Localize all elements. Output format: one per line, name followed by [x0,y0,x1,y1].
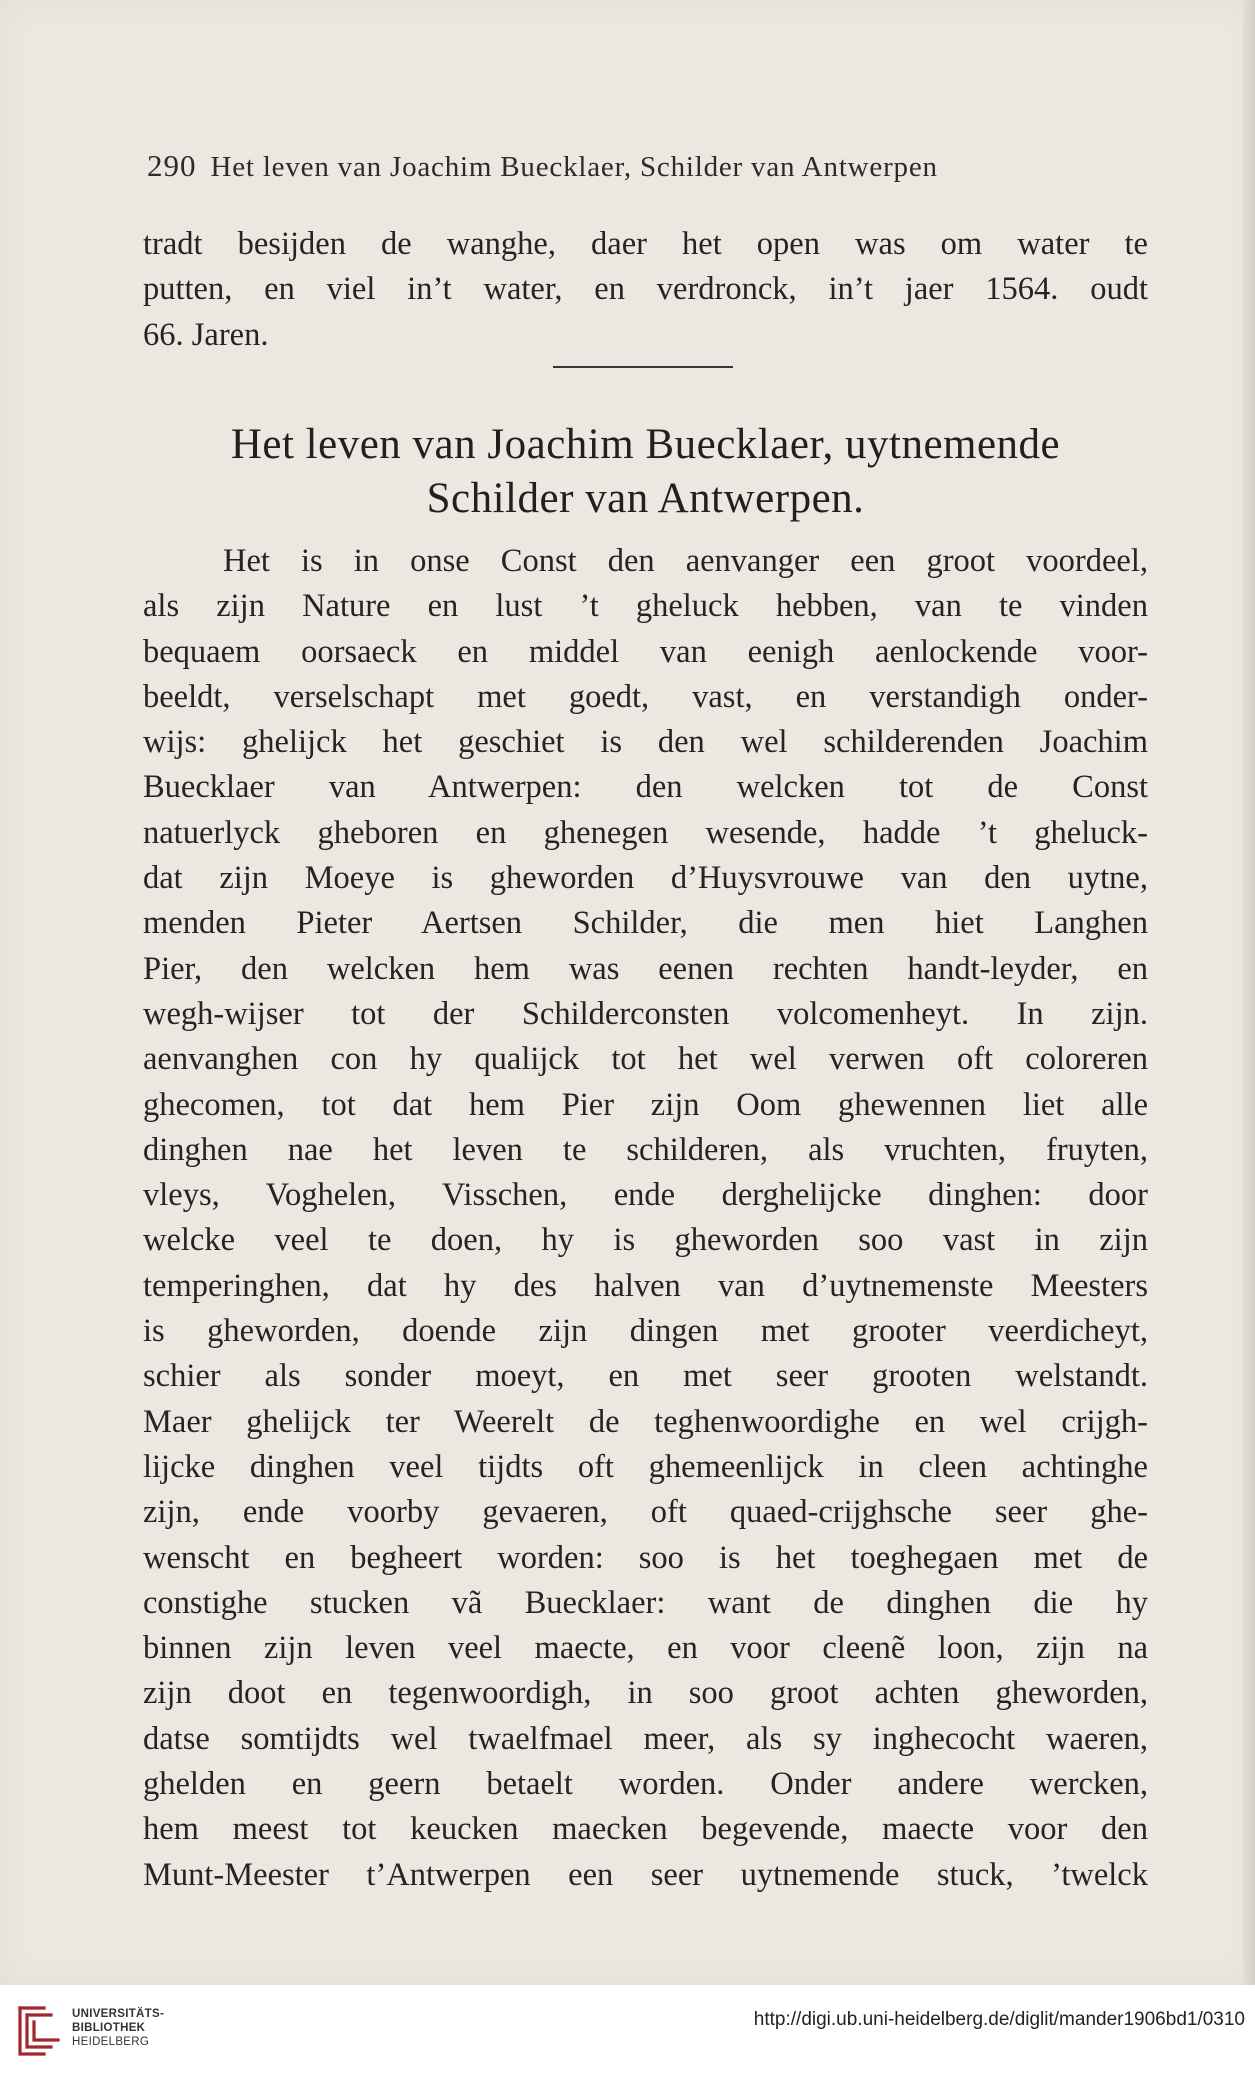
text-line: wijs: ghelijck het geschiet is den wel schilderenden Joachim [143,724,1148,761]
library-name[interactable] [72,2007,164,2049]
text-line: ghecomen, tot dat hem Pier zijn Oom ghewennen liet alle [143,1086,1148,1123]
text-line: Munt-Meester t’Antwerpen een seer uytnemende stuck, ’twelck [143,1856,1148,1893]
library-name-line: UNIVERSITÄTS- [72,2008,165,2020]
text-line: putten, en viel in’t water, en verdronck, in’t jaer 1564. oudt [143,271,1148,308]
text-line: menden Pieter Aertsen Schilder, die men hiet Langhen [143,905,1148,942]
chapter-title-line: Schilder van Antwerpen. [426,475,865,522]
text-line: vleys, Voghelen, Visschen, ende derghelijcke dinghen: door [143,1177,1148,1214]
text-line: dinghen nae het leven te schilderen, als vruchten, fruyten, [143,1131,1148,1168]
text-line: wegh-wijser tot der Schilderconsten volcomenheyt. In zijn. [143,995,1148,1032]
text-line: Maer ghelijck ter Weerelt de teghenwoordighe en wel crijgh- [143,1403,1148,1440]
running-head-title: Het leven van Joachim Buecklaer, Schilder van Antwerpen [210,151,938,183]
text-line: hem meest tot keucken maecken begevende, maecte voor den [143,1811,1148,1848]
text-line: Het is in onse Const den aenvanger een groot voordeel, [223,543,1148,579]
page-edge-shadow [1243,0,1255,1985]
text-line: beeldt, verselschapt met goedt, vast, en verstandigh onder- [143,678,1148,715]
chapter-title [143,418,1148,526]
text-line: binnen zijn leven veel maecte, en voor cleenẽ loon, zijn na [143,1630,1148,1667]
text-line: wenscht en begheert worden: soo is het toeghegaen met de [143,1539,1148,1576]
text-line: bequaem oorsaeck en middel van eenigh aenlockende voor- [143,633,1148,670]
logo-stroke [27,2015,51,2047]
text-line: aenvanghen con hy qualijck tot het wel verwen oft coloreren [143,1041,1148,1078]
text-line: natuerlyck gheboren en ghenegen wesende, hadde ’t gheluck- [143,814,1148,851]
text-line: dat zijn Moeye is gheworden d’Huysvrouwe van den uytne, [143,860,1148,897]
text-line: Buecklaer van Antwerpen: den welcken tot de Const [143,769,1148,806]
previous-paragraph-end [143,222,1148,358]
main-paragraph [143,539,1148,1898]
text-line: is gheworden, doende zijn dingen met grooter veerdicheyt, [143,1313,1148,1350]
section-separator-rule [553,366,733,368]
text-line: zijn, ende voorby gevaeren, oft quaed-crijghsche seer ghe- [143,1494,1148,1531]
text-line: als zijn Nature en lust ’t gheluck hebben, van te vinden [143,588,1148,625]
text-line: Pier, den welcken hem was eenen rechten handt-leyder, en [143,950,1148,987]
page-number: 290 [147,148,197,183]
text-line: ghelden en geern betaelt worden. Onder andere wercken, [143,1766,1148,1803]
ub-heidelberg-logo-icon[interactable] [14,2000,64,2062]
text-line: welcke veel te doen, hy is gheworden soo vast in zijn [143,1222,1148,1259]
text-line: zijn doot en tegenwoordigh, in soo groot achten gheworden, [143,1675,1148,1712]
source-url-link[interactable]: http://digi.ub.uni-heidelberg.de/diglit/mander1906bd1/0310 [753,2009,1245,2030]
library-name-line: HEIDELBERG [72,2036,150,2048]
text-line: temperinghen, dat hy des halven van d’uytnemenste Meesters [143,1267,1148,1304]
running-head [147,148,1095,184]
text-line: lijcke dinghen veel tijdts oft ghemeenlijck in cleen achtinghe [143,1448,1148,1485]
text-line: 66. Jaren. [143,316,269,353]
library-name-line: BIBLIOTHEK [72,2022,146,2034]
text-line: datse somtijdts wel twaelfmael meer, als sy inghecocht waeren, [143,1720,1148,1757]
logo-stroke [34,2022,58,2040]
chapter-title-line: Het leven van Joachim Buecklaer, uytnemende [230,421,1061,468]
text-line: constighe stucken vã Buecklaer: want de dinghen die hy [143,1584,1148,1621]
text-line: schier als sonder moeyt, en met seer grooten welstandt. [143,1358,1148,1395]
text-line: tradt besijden de wanghe, daer het open was om water te [143,226,1148,262]
